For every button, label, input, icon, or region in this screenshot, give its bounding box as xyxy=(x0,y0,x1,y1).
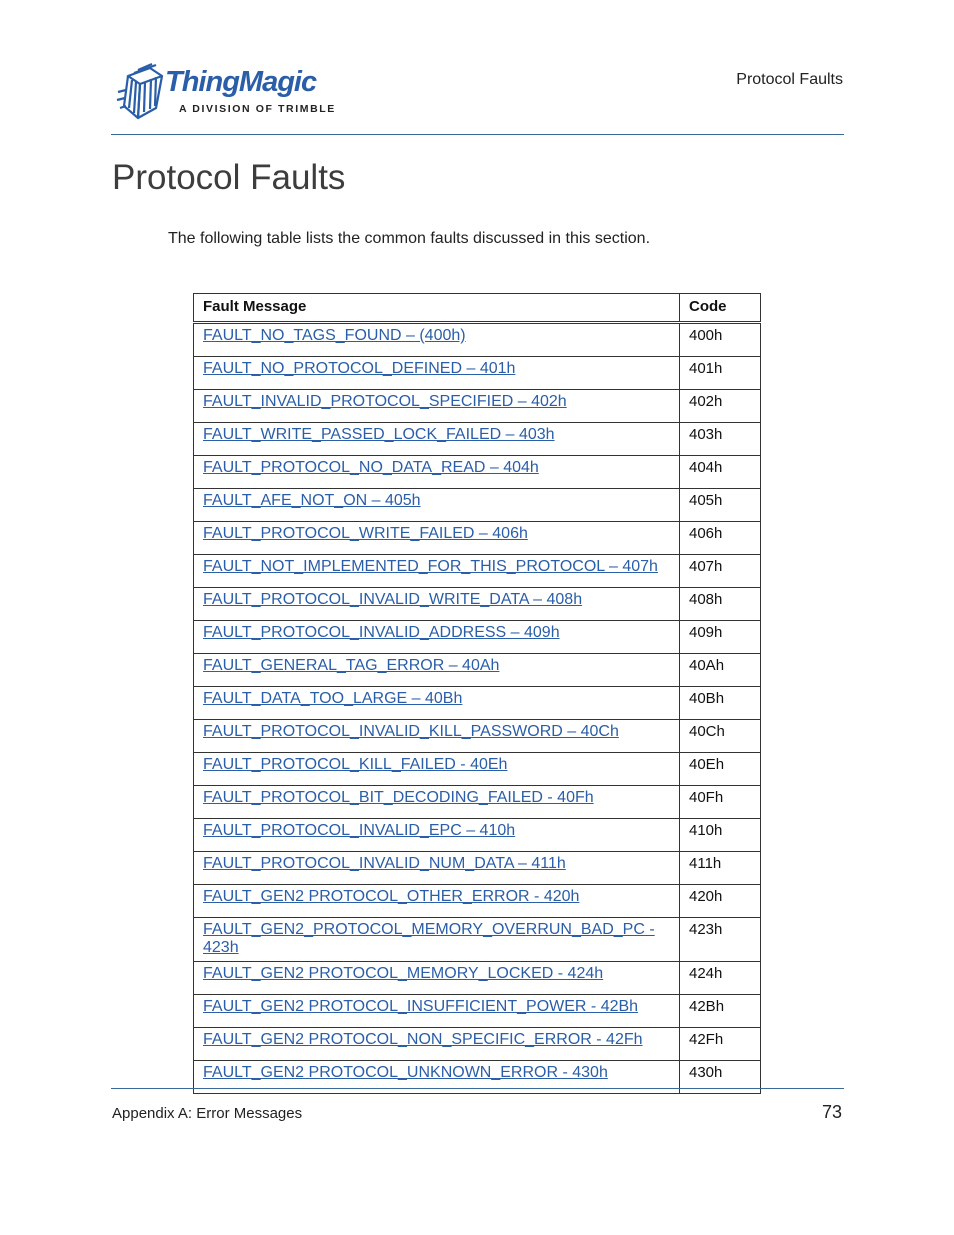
table-row xyxy=(194,995,761,1028)
table-row xyxy=(194,918,761,962)
fault-message-cell xyxy=(194,423,680,456)
thingmagic-logo xyxy=(116,62,336,126)
fault-code-cell: 408h xyxy=(680,588,761,621)
logo-wordmark: ThingMagic xyxy=(165,66,317,98)
fault-message-link[interactable]: FAULT_PROTOCOL_NO_DATA_READ – 404h xyxy=(203,459,539,476)
table-row xyxy=(194,588,761,621)
table-row xyxy=(194,390,761,423)
fault-code-cell: 420h xyxy=(680,885,761,918)
fault-message-cell xyxy=(194,687,680,720)
fault-code-cell: 40Bh xyxy=(680,687,761,720)
fault-code-cell: 424h xyxy=(680,962,761,995)
table-row xyxy=(194,753,761,786)
fault-table-body xyxy=(194,323,761,1094)
header-rule xyxy=(111,134,844,135)
fault-message-cell xyxy=(194,885,680,918)
fault-message-link[interactable]: FAULT_GEN2 PROTOCOL_UNKNOWN_ERROR - 430h xyxy=(203,1064,608,1081)
fault-code-cell: 404h xyxy=(680,456,761,489)
fault-code-cell: 403h xyxy=(680,423,761,456)
fault-message-link[interactable]: FAULT_GEN2 PROTOCOL_MEMORY_LOCKED - 424h xyxy=(203,965,604,982)
fault-message-cell xyxy=(194,588,680,621)
fault-message-cell xyxy=(194,456,680,489)
fault-message-cell xyxy=(194,323,680,357)
fault-code-cell: 405h xyxy=(680,489,761,522)
fault-message-cell xyxy=(194,654,680,687)
fault-code-cell: 410h xyxy=(680,819,761,852)
fault-message-cell xyxy=(194,1028,680,1061)
fault-message-cell xyxy=(194,621,680,654)
page-number: 73 xyxy=(821,1102,842,1122)
fault-message-link[interactable]: FAULT_INVALID_PROTOCOL_SPECIFIED – 402h xyxy=(203,393,567,410)
fault-message-cell xyxy=(194,819,680,852)
table-row xyxy=(194,456,761,489)
table-row xyxy=(194,885,761,918)
fault-message-cell xyxy=(194,720,680,753)
fault-code-cell: 430h xyxy=(680,1061,761,1094)
table-row xyxy=(194,819,761,852)
table-header-row xyxy=(194,294,761,323)
fault-message-link[interactable]: FAULT_GENERAL_TAG_ERROR – 40Ah xyxy=(203,657,500,674)
table-row xyxy=(194,720,761,753)
fault-code-cell: 40Eh xyxy=(680,753,761,786)
fault-code-cell: 411h xyxy=(680,852,761,885)
fault-code-cell: 40Ah xyxy=(680,654,761,687)
intro-paragraph: The following table lists the common faults discussed in this section. xyxy=(168,230,651,247)
fault-code-cell: 409h xyxy=(680,621,761,654)
fault-message-link[interactable]: FAULT_GEN2_PROTOCOL_MEMORY_OVERRUN_BAD_PC - 423h xyxy=(203,921,655,956)
fault-code-cell: 423h xyxy=(680,918,761,962)
page-title: Protocol Faults xyxy=(112,158,346,197)
fault-message-link[interactable]: FAULT_PROTOCOL_INVALID_NUM_DATA – 411h xyxy=(203,855,566,872)
table-row xyxy=(194,654,761,687)
table-row xyxy=(194,489,761,522)
table-row xyxy=(194,621,761,654)
table-row xyxy=(194,522,761,555)
table-row xyxy=(194,357,761,390)
fault-message-cell xyxy=(194,555,680,588)
fault-message-cell xyxy=(194,753,680,786)
fault-message-link[interactable]: FAULT_DATA_TOO_LARGE – 40Bh xyxy=(203,690,463,707)
fault-code-cell: 42Bh xyxy=(680,995,761,1028)
table-row xyxy=(194,323,761,357)
fault-message-link[interactable]: FAULT_NO_TAGS_FOUND – (400h) xyxy=(203,327,466,344)
fault-message-link[interactable]: FAULT_PROTOCOL_KILL_FAILED - 40Eh xyxy=(203,756,508,773)
table-row xyxy=(194,423,761,456)
fault-code-cell: 400h xyxy=(680,323,761,357)
fault-table xyxy=(193,293,761,1094)
fault-message-link[interactable]: FAULT_GEN2 PROTOCOL_INSUFFICIENT_POWER - 42Bh xyxy=(203,998,639,1015)
table-row xyxy=(194,962,761,995)
fault-message-link[interactable]: FAULT_GEN2 PROTOCOL_NON_SPECIFIC_ERROR - 42Fh xyxy=(203,1031,643,1048)
fault-message-link[interactable]: FAULT_PROTOCOL_BIT_DECODING_FAILED - 40Fh xyxy=(203,789,594,806)
column-header-code: Code xyxy=(680,294,761,323)
column-header-fault-message: Fault Message xyxy=(194,294,680,323)
table-row xyxy=(194,852,761,885)
fault-message-link[interactable]: FAULT_PROTOCOL_INVALID_ADDRESS – 409h xyxy=(203,624,560,641)
fault-message-link[interactable]: FAULT_PROTOCOL_INVALID_EPC – 410h xyxy=(203,822,516,839)
fault-message-cell xyxy=(194,489,680,522)
fault-code-cell: 40Ch xyxy=(680,720,761,753)
running-header: Protocol Faults xyxy=(736,71,843,88)
fault-code-cell: 42Fh xyxy=(680,1028,761,1061)
fault-message-cell xyxy=(194,852,680,885)
fault-code-cell: 406h xyxy=(680,522,761,555)
fault-code-cell: 402h xyxy=(680,390,761,423)
fault-message-link[interactable]: FAULT_WRITE_PASSED_LOCK_FAILED – 403h xyxy=(203,426,555,443)
fault-message-cell xyxy=(194,357,680,390)
logo-tagline: A DIVISION OF TRIMBLE xyxy=(179,103,336,115)
fault-message-link[interactable]: FAULT_PROTOCOL_INVALID_WRITE_DATA – 408h xyxy=(203,591,583,608)
fault-code-cell: 401h xyxy=(680,357,761,390)
fault-message-link[interactable]: FAULT_AFE_NOT_ON – 405h xyxy=(203,492,421,509)
fault-message-cell xyxy=(194,995,680,1028)
footer-rule xyxy=(111,1088,844,1089)
table-row xyxy=(194,1028,761,1061)
fault-code-cell: 407h xyxy=(680,555,761,588)
fault-message-link[interactable]: FAULT_PROTOCOL_WRITE_FAILED – 406h xyxy=(203,525,528,542)
fault-message-link[interactable]: FAULT_GEN2 PROTOCOL_OTHER_ERROR - 420h xyxy=(203,888,580,905)
fault-message-link[interactable]: FAULT_NO_PROTOCOL_DEFINED – 401h xyxy=(203,360,516,377)
footer-chapter: Appendix A: Error Messages xyxy=(112,1105,303,1122)
fault-message-cell xyxy=(194,918,680,962)
table-row xyxy=(194,687,761,720)
table-row xyxy=(194,555,761,588)
fault-message-cell xyxy=(194,786,680,819)
fault-message-cell xyxy=(194,522,680,555)
table-row xyxy=(194,786,761,819)
fault-message-link[interactable]: FAULT_NOT_IMPLEMENTED_FOR_THIS_PROTOCOL – 407h xyxy=(203,558,658,575)
thingmagic-logo-icon xyxy=(116,62,168,124)
fault-code-cell: 40Fh xyxy=(680,786,761,819)
fault-message-cell xyxy=(194,390,680,423)
fault-message-cell xyxy=(194,962,680,995)
fault-message-link[interactable]: FAULT_PROTOCOL_INVALID_KILL_PASSWORD – 40Ch xyxy=(203,723,619,740)
